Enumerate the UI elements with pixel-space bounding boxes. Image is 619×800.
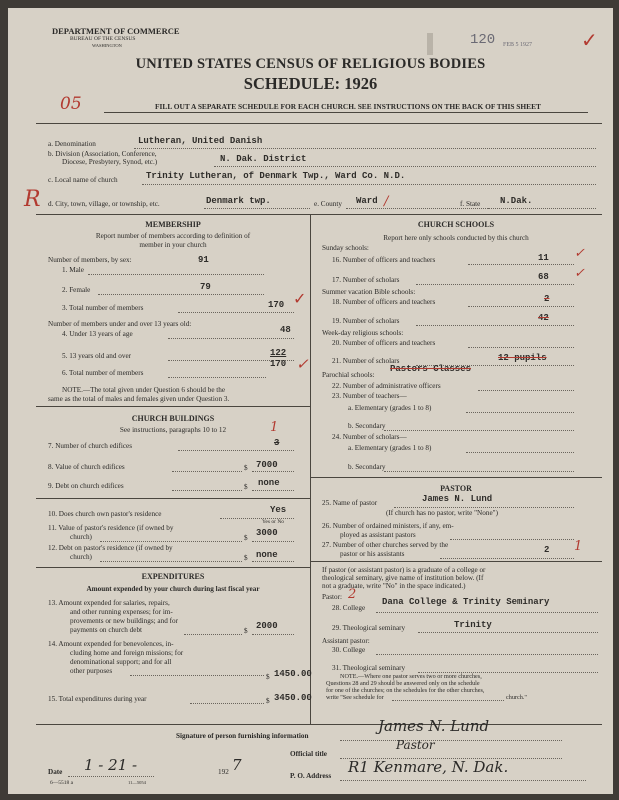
q25-label: 25. Name of pastor [322, 499, 378, 507]
tick-mark: / [384, 194, 389, 209]
res-debt-label: 12. Debt on pastor's residence (if owned by [48, 544, 173, 552]
q14-line3: denominational support; and for all [70, 658, 172, 666]
dotted-line [440, 558, 574, 559]
form-number: 6—5518 a [50, 780, 74, 786]
church-name-value: Trinity Lutheran, of Denmark Twp., Ward Co. N.D. [146, 171, 406, 181]
dotted-line [416, 325, 574, 326]
dotted-line [178, 312, 294, 313]
dotted-line [172, 490, 242, 491]
q15-label: 15. Total expenditures during year [48, 695, 147, 703]
q23-label: 23. Number of teachers— [332, 392, 407, 400]
q18-label: 18. Number of officers and teachers [332, 298, 436, 306]
res-debt-value: none [256, 550, 278, 560]
q21-label: 21. Number of scholars [332, 357, 400, 365]
dotted-line [68, 776, 154, 777]
dotted-line [468, 264, 574, 265]
divider [36, 724, 602, 725]
q25-value: James N. Lund [422, 494, 493, 504]
dotted-line [134, 148, 596, 149]
schools-sub: Report here only schools conducted by this church [383, 234, 529, 242]
signature-label: Signature of person furnishing information [176, 732, 309, 740]
pastor-note-3: for one of the churches; on the schedules for the other churches, [326, 687, 485, 694]
dotted-line [252, 471, 294, 472]
q19-value: 42 [538, 313, 549, 323]
sunday-label: Sunday schools: [322, 244, 369, 252]
over13-label: 5. 13 years old and over [62, 352, 132, 360]
dotted-line [340, 780, 586, 781]
divider [310, 477, 602, 478]
debt-label: 9. Debt on church edifices [48, 482, 124, 490]
membership-heading: MEMBERSHIP [145, 220, 201, 229]
age-intro-label: Number of members under and over 13 years old: [48, 320, 192, 328]
tick-mark: ✓ [574, 266, 585, 281]
dotted-line [252, 634, 294, 635]
q29-value: Trinity [454, 620, 492, 630]
q24-label: 24. Number of scholars— [332, 433, 407, 441]
female-label: 2. Female [62, 286, 91, 294]
q13-line1: 13. Amount expended for salaries, repairs, [48, 599, 170, 607]
under13-value: 48 [280, 325, 291, 335]
res-debt-label-2: church) [70, 553, 92, 561]
date-value: 1 - 21 - [84, 756, 138, 774]
res-value-label: 11. Value of pastor's residence (if owned by [48, 524, 174, 532]
tick-mark: ✓ [296, 355, 309, 373]
year-prefix: 192 [218, 768, 229, 776]
membership-note2: same as the total of males and females given under Question 3. [48, 395, 230, 403]
dotted-line [466, 452, 574, 453]
dotted-line [418, 632, 598, 633]
q16-label: 16. Number of officers and teachers [332, 256, 436, 264]
weekday-label: Week-day religious schools: [322, 329, 404, 337]
male-value: 91 [198, 255, 209, 265]
divider [36, 406, 310, 407]
assistant-label: Assistant pastor: [322, 637, 370, 645]
received-stamp-date: FEB 5 1927 [503, 42, 533, 48]
dotted-line [190, 703, 264, 704]
census-form-page [8, 8, 613, 794]
total2-value: 170 [270, 359, 287, 369]
membership-sub1: Report number of members according to definition of [95, 232, 251, 240]
dotted-line [450, 539, 574, 540]
division-label-2: Diocese, Presbytery, Synod, etc.) [62, 158, 158, 166]
membership-sub2: member in your church [139, 241, 207, 249]
q15-value: 3450.00 [274, 693, 312, 703]
yes-no-hint: Yes or No [262, 519, 285, 525]
check-mark-icon: ✓ [581, 28, 598, 52]
form-instruction: FILL OUT A SEPARATE SCHEDULE FOR EACH CHURCH. SEE INSTRUCTIONS ON THE BACK OF THIS SHEET [155, 102, 541, 111]
pastor-sublabel: Pastor: [322, 593, 342, 601]
po-address-value: R1 Kenmare, N. Dak. [348, 758, 509, 776]
dotted-line [466, 412, 574, 413]
q28-label: 28. College [332, 604, 366, 612]
dotted-line [142, 184, 596, 185]
dotted-line [168, 377, 266, 378]
divider [104, 112, 588, 113]
city-value: Denmark twp. [206, 196, 271, 206]
q27-hand-mark: 1 [574, 539, 583, 554]
q19-label: 19. Number of scholars [332, 317, 400, 325]
q22-label: 22. Number of administrative officers [332, 382, 441, 390]
q23b-label: b. Secondary [348, 422, 386, 430]
residence-label: 10. Does church own pastor's residence [48, 510, 162, 518]
q26-line1: 26. Number of ordained ministers, if any, em- [322, 522, 454, 530]
q25-note: (If church has no pastor, write "None") [386, 509, 498, 517]
county-label: e. County [314, 200, 342, 208]
form-title: UNITED STATES CENSUS OF RELIGIOUS BODIES [135, 56, 486, 72]
q23a-label: a. Elementary (grades 1 to 8) [348, 404, 432, 412]
q27-line1: 27. Number of other churches served by the [322, 541, 449, 549]
buildings-sub: See instructions, paragraphs 10 to 12 [119, 426, 227, 434]
dollar-sign: $ [244, 464, 248, 472]
q27-line2: pastor or his assistants [340, 550, 405, 558]
check-mark-icon: ✓ [293, 289, 307, 308]
date-label: Date [48, 768, 63, 776]
dotted-line [376, 654, 598, 655]
dotted-line [184, 634, 242, 635]
grad-line2: theological seminary, give name of institution below. (If [322, 574, 484, 582]
dotted-line [168, 338, 294, 339]
q20-label: 20. Number of officers and teachers [332, 339, 436, 347]
dotted-line [394, 507, 574, 508]
pastor-note-2: Questions 28 and 29 should be answered only on the schedule [326, 680, 480, 687]
pastor-note-4: write "See schedule for [326, 694, 384, 701]
divider [36, 567, 310, 568]
dotted-line [214, 166, 596, 167]
dollar-sign: $ [244, 554, 248, 562]
membership-note1: NOTE.—The total given under Question 6 should be the [62, 386, 226, 394]
res-value-label-2: church) [70, 533, 92, 541]
dotted-line [100, 561, 242, 562]
edifices-hand-mark: 1 [270, 420, 279, 435]
denomination-value: Lutheran, United Danish [138, 136, 263, 146]
q24b-label: b. Secondary [348, 463, 386, 471]
dollar-sign: $ [266, 673, 270, 681]
dotted-line [488, 208, 596, 209]
q13-value: 2000 [256, 621, 278, 631]
male-label: 1. Male [62, 266, 84, 274]
edifices-value: 3 [274, 438, 280, 448]
pastor-hand-mark: 2 [348, 587, 357, 602]
total-members-value: 170 [268, 300, 285, 310]
handwritten-number: 05 [60, 94, 82, 114]
q16-value: 11 [538, 253, 549, 263]
dollar-sign: $ [244, 627, 248, 635]
q27-value: 2 [544, 545, 550, 555]
division-label: b. Division (Association, Conference, [48, 150, 157, 158]
dotted-line [340, 740, 562, 741]
pastor-heading: PASTOR [440, 484, 472, 493]
over13-value: 122 [270, 348, 287, 358]
schools-heading: CHURCH SCHOOLS [417, 220, 495, 229]
signature-value: James N. Lund [378, 717, 490, 735]
column-divider [310, 214, 311, 724]
dotted-line [204, 208, 310, 209]
margin-mark: R [24, 187, 41, 212]
dotted-line [416, 284, 574, 285]
dotted-line [392, 700, 504, 701]
bureau-name: BUREAU OF THE CENSUS [70, 36, 136, 42]
state-label: f. State [460, 200, 481, 208]
dotted-line [98, 294, 264, 295]
division-value: N. Dak. District [220, 154, 307, 164]
expenditures-heading: EXPENDITURES [141, 572, 205, 581]
q17-value: 68 [538, 272, 549, 282]
res-value-value: 3000 [256, 528, 278, 538]
under13-label: 4. Under 13 years of age [62, 330, 133, 338]
q24a-label: a. Elementary (grades 1 to 8) [348, 444, 432, 452]
dept-name: DEPARTMENT OF COMMERCE [52, 26, 180, 36]
bureau-city: WASHINGTON [92, 43, 122, 48]
buildings-heading: CHURCH BUILDINGS [131, 414, 215, 423]
dotted-line [88, 274, 264, 275]
dollar-sign: $ [244, 534, 248, 542]
pastor-note-5: church." [506, 694, 527, 701]
dollar-sign: $ [266, 697, 270, 705]
dotted-line [252, 490, 294, 491]
po-address-label: P. O. Address [290, 772, 332, 780]
q13-line4: payments on church debt [70, 626, 143, 634]
debt-value: none [258, 478, 280, 488]
q14-value: 1450.00 [274, 669, 312, 679]
dotted-line [252, 541, 294, 542]
tick-mark: ✓ [574, 246, 585, 261]
dotted-line [384, 430, 574, 431]
q29-label: 29. Theological seminary [332, 624, 406, 632]
state-value: N.Dak. [500, 196, 533, 206]
value-label: 8. Value of church edifices [48, 463, 125, 471]
q21-value: 12 pupils [498, 353, 547, 363]
q14-line1: 14. Amount expended for benevolences, in- [48, 640, 174, 648]
q14-line4: other purposes [70, 667, 113, 675]
city-label: d. City, town, village, or township, etc. [48, 200, 160, 208]
dotted-line [100, 541, 242, 542]
grad-line3: not a graduate, write "No" in the space indicated.) [322, 582, 466, 590]
expenditures-sub: Amount expended by your church during last fiscal year [86, 585, 260, 593]
q21-overwrite: Pastors Classes [390, 364, 472, 374]
q26-line2: ployed as assistant pastors [340, 531, 416, 539]
q13-line2: and other running expenses; for im- [70, 608, 173, 616]
dotted-line [172, 471, 242, 472]
dotted-line [468, 306, 574, 307]
total-members-label: 3. Total number of members [62, 304, 144, 312]
dotted-line [376, 612, 598, 613]
received-stamp-number: 120 [470, 32, 496, 48]
vacation-label: Summer vacation Bible schools: [322, 288, 416, 296]
q14-line2: cluding home and foreign missions; for [70, 649, 184, 657]
by-sex-label: Number of members, by sex: [48, 256, 132, 264]
stamp-block [427, 33, 433, 55]
value-value: 7000 [256, 460, 278, 470]
county-value: Ward [356, 196, 378, 206]
dotted-line [468, 347, 574, 348]
official-title-value: Pastor [396, 738, 435, 752]
print-number: 11—5054 [128, 780, 146, 785]
parochial-label: Parochial schools: [322, 371, 375, 379]
dollar-sign: $ [244, 483, 248, 491]
divider [310, 561, 602, 562]
official-title-label: Official title [290, 750, 327, 758]
year-suffix: 7 [232, 756, 242, 774]
dotted-line [130, 675, 264, 676]
q13-line3: provements or new buildings; and for [70, 617, 178, 625]
church-name-label: c. Local name of church [48, 176, 118, 184]
dotted-line [384, 471, 574, 472]
q30-label: 30. College [332, 646, 366, 654]
divider [36, 214, 602, 215]
edifices-label: 7. Number of church edifices [48, 442, 133, 450]
q17-label: 17. Number of scholars [332, 276, 400, 284]
q18-value: 2 [544, 294, 550, 304]
pastor-note-1: NOTE.—Where one pastor serves two or more churches, [340, 673, 482, 680]
dotted-line [178, 450, 294, 451]
residence-value: Yes [270, 505, 287, 515]
female-value: 79 [200, 282, 211, 292]
dotted-line [346, 208, 496, 209]
q28-value: Dana College & Trinity Seminary [382, 597, 550, 607]
grad-line1: If pastor (or assistant pastor) is a graduate of a college or [322, 566, 486, 574]
denomination-label: a. Denomination [48, 140, 96, 148]
dotted-line [252, 561, 294, 562]
q31-label: 31. Theological seminary [332, 664, 406, 672]
total2-label: 6. Total number of members [62, 369, 144, 377]
divider [36, 123, 602, 124]
schedule-title: SCHEDULE: 1926 [243, 74, 378, 93]
divider [36, 498, 310, 499]
dotted-line [478, 390, 574, 391]
